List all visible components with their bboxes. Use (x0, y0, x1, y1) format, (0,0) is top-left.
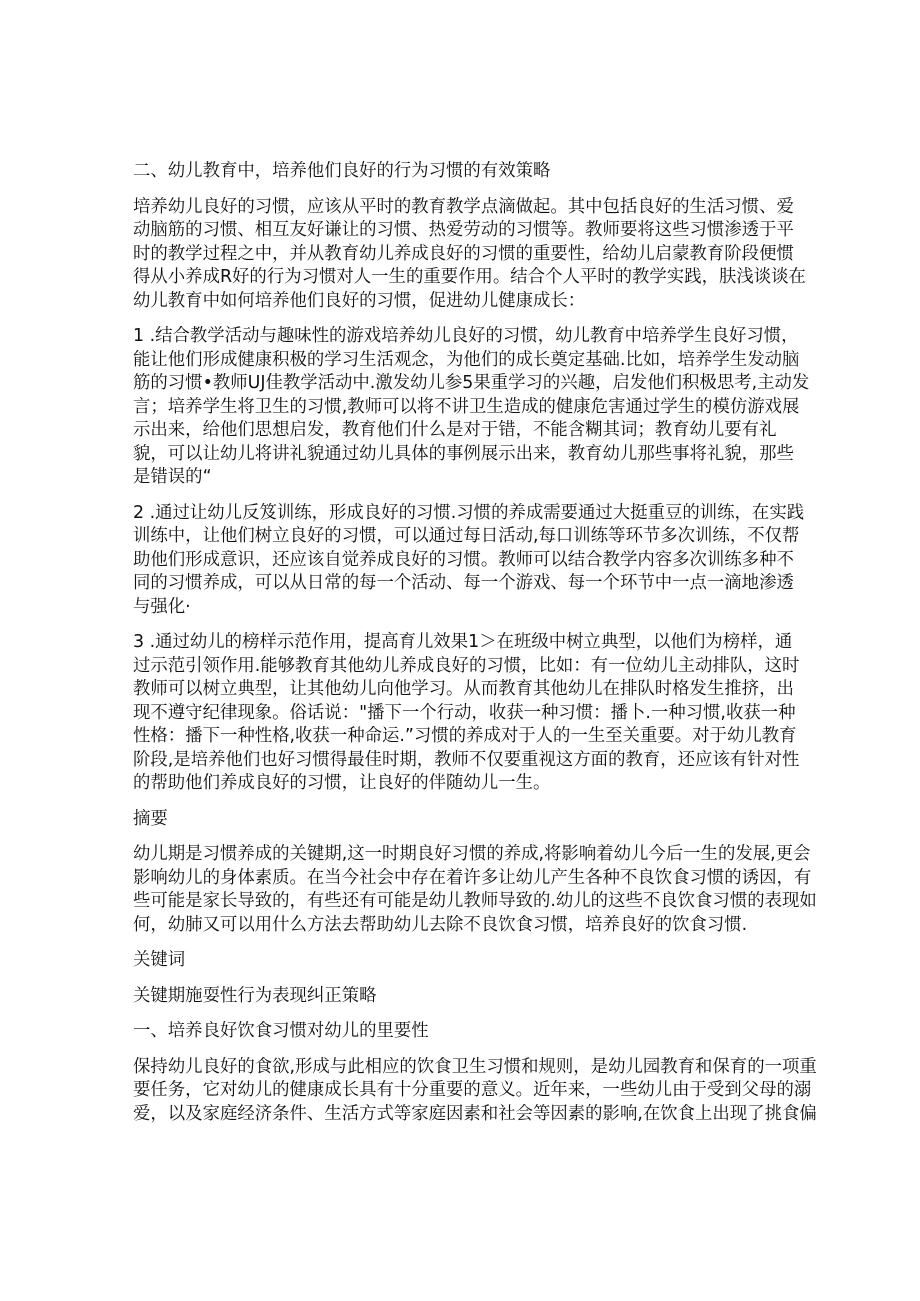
paragraph-line: 2 .通过让幼儿反笈训练，形成良好的习惯.习惯的养成需要通过大挺重豆的训练，在实践 (133, 502, 805, 523)
paragraph-line: 幼儿期是习惯养成的关键期,这一时期良好习惯的养成,将影响着幼儿今后一生的发展,更会 (133, 844, 811, 864)
paragraph-line: 训练中，让他们树立良好的习惯，可以通过每日活动,每口训练等环节多次训练，不仅帮 (133, 526, 800, 546)
keywords-paragraph (133, 985, 798, 1009)
paragraph-line: 性格：播下一种性格,收获一种命运.”习惯的养成对于人的一生至关重要。对于幼儿教育 (133, 726, 797, 746)
paragraph-intro (133, 196, 806, 314)
keywords-label: 关键词 (133, 950, 186, 970)
keywords-text: 关键期施耍性行为表现纠正策略 (133, 985, 377, 1006)
paragraph-strategy-2 (133, 502, 805, 620)
paragraph-line: 些可能是家长导致的，有些还有可能是幼儿教师导致的.幼儿的这些不良饮食习惯的表现如 (133, 891, 817, 911)
paragraph-strategy-3 (133, 631, 798, 796)
paragraph-line: 阶段,是培养他们也好习惯得最佳时期，教师不仅要重视这方面的教育，还应该有针对性 (133, 749, 800, 770)
paragraph-line: 助他们形成意识，还应该自觉养成良好的习惯。教师可以结合教学内容多次训练多种不 (133, 549, 794, 570)
heading-text: 一、培养良好饮食习惯对幼儿的里要性 (133, 1021, 429, 1041)
abstract-label: 摘要 (133, 808, 168, 829)
paragraph-line: 1 .结合教学活动与趣味性的游戏培养幼儿良好的习惯，幼儿教育中培养学生良好习惯， (133, 326, 799, 346)
paragraph-line: 示出来，给他们思想启发，教育他们什么是对于错，不能含糊其词；教育幼儿要有礼 (133, 420, 777, 440)
abstract-paragraph (133, 843, 817, 937)
paragraph-line: 3 .通过幼儿的榜样示范作用，提高育儿效果1＞在班级中树立典型，以他们为榜样，通 (133, 632, 793, 652)
section-heading-two (133, 160, 798, 184)
paragraph-line: 何，幼肺又可以用什么方法去帮助幼儿去除不良饮食习惯，培养良好的饮食习惯. (133, 914, 748, 935)
paragraph-line: 影响幼儿的身体素质。在当今社会中存在着许多让幼儿产生各种不良饮食习惯的诱因，有 (133, 867, 812, 888)
paragraph-line: 过示范引领作用.能够教育其他幼儿养成良好的习惯，比如：有一位幼儿主动排队，这时 (133, 655, 800, 676)
paragraph-strategy-1 (133, 325, 810, 490)
paragraph-line: 动脑筋的习惯、相互友好谦让的习惯、热爱劳动的习惯等。教师要将这些习惯渗透于平 (133, 220, 794, 240)
paragraph-line: 与强化· (133, 596, 191, 617)
paragraph-line: 幼儿教育中如何培养他们良好的习惯，促进幼儿健康成长： (133, 290, 586, 311)
paragraph-line: 现不遵守纪律现象。俗话说："播下一个行动，收获一种习惯：播卜.一种习惯,收获一种 (133, 702, 796, 723)
paragraph-line: 筋的习惯•教师UJ佳教学活动中.激发幼儿参5果重学习的兴趣，启发他们积极思考,主动发 (133, 373, 810, 393)
abstract-heading (133, 808, 798, 832)
paragraph-line: 言；培养学生将卫生的习惯,教师可以将不讲卫生造成的健康危害通过学生的模仿游戏展 (133, 396, 800, 417)
paragraph-line: 教师可以树立典型，让其他幼儿向他学习。从而教育其他幼儿在排队时格发生推挤，出 (133, 679, 794, 699)
paragraph-line: 能让他们形成健康积极的学习生活观念，为他们的成长奠定基础.比如，培养学生发动脑 (133, 349, 800, 370)
paragraph-line: 爱，以及家庭经济条件、生活方式等家庭因素和社会等因素的影响,在饮食上出现了挑食偏 (133, 1103, 817, 1124)
paragraph-line: 是错误的“ (133, 467, 212, 487)
paragraph-line: 保持幼儿良好的食欲,形成与此相应的饮食卫生习惯和规则，是幼儿园教育和保育的一项重 (133, 1056, 817, 1077)
paragraph-line: 时的教学过程之中，并从教育幼儿养成良好的习惯的重要性，给幼儿启蒙教育阶段便惯 (133, 243, 794, 264)
paragraph-line: 的帮助他们养成良好的习惯，让良好的伴随幼儿一生。 (133, 773, 551, 793)
paragraph-diet (133, 1056, 817, 1127)
section-heading-one (133, 1020, 798, 1044)
paragraph-line: 培养幼儿良好的习惯，应该从平时的教育教学点滴做起。其中包括良好的生活习惯、爱 (133, 196, 794, 217)
keywords-heading (133, 949, 798, 973)
paragraph-line: 得从小养成R好的行为习惯对人一生的重要作用。结合个人平时的教学实践，肤浅谈谈在 (133, 267, 806, 287)
paragraph-line: 要任务，它对幼儿的健康成长具有十分重要的意义。近年来，一些幼儿由于受到父母的溺 (133, 1080, 812, 1100)
paragraph-line: 貌，可以让幼儿将讲礼貌通过幼儿具体的事例展示出来，教育幼儿那些事将礼貌，那些 (133, 443, 794, 464)
paragraph-line: 同的习惯养成，可以从日常的每一个活动、每一个游戏、每一个环节中一点一滴地渗透 (133, 573, 794, 593)
heading-text: 二、幼儿教育中，培养他们良好的行为习惯的有效策略 (133, 161, 551, 181)
